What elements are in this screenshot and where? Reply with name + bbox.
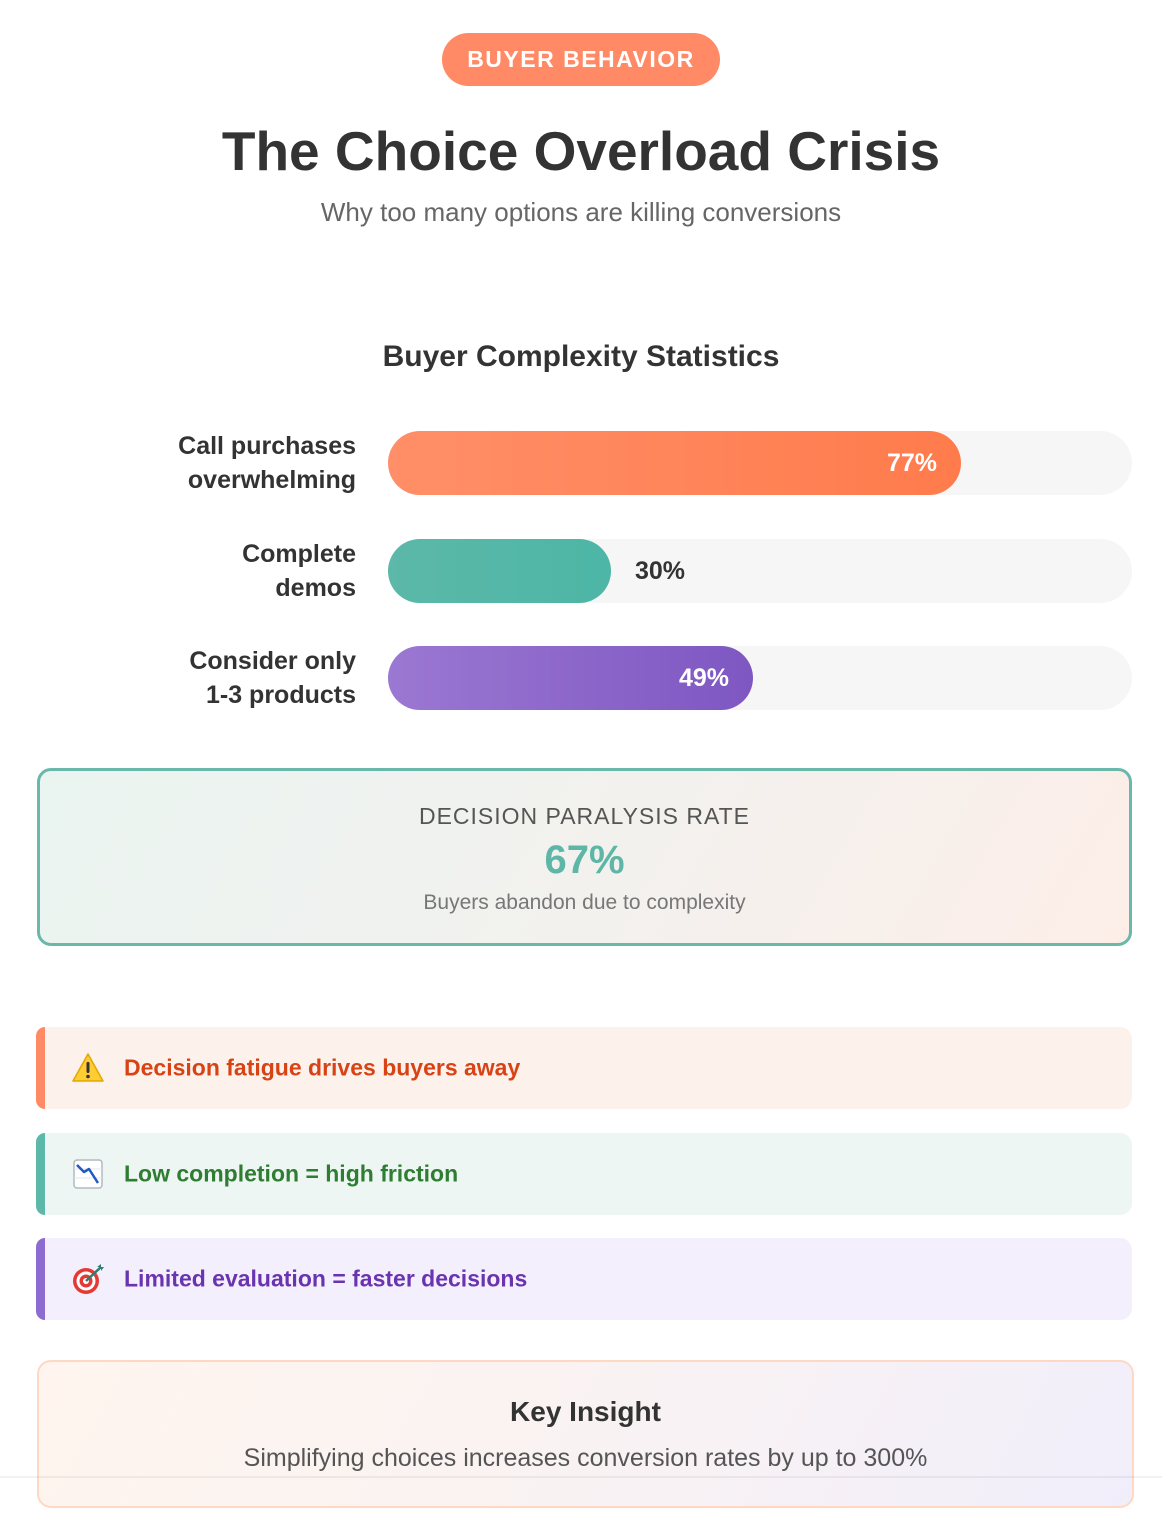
bar-fill <box>388 539 611 603</box>
bar-track <box>388 646 1132 710</box>
bar-label-line: 1-3 products <box>205 681 356 709</box>
page-subtitle: Why too many options are killing conversions <box>320 197 842 227</box>
bar-value-label: 77% <box>886 449 937 477</box>
paralysis-description: Buyers abandon due to complexity <box>423 891 746 914</box>
divider <box>0 1476 1162 1478</box>
header <box>0 0 1162 86</box>
key-insight-text: Simplifying choices increases conversion rates by up to 300% <box>243 1444 928 1472</box>
insight-text: Decision fatigue drives buyers away <box>124 1054 521 1081</box>
bar-label <box>60 429 356 497</box>
bar-label-line: overwhelming <box>187 466 356 494</box>
bar-row-consider-only-1-3-products <box>0 646 1162 710</box>
bar-label <box>60 644 356 712</box>
bar-track <box>388 431 1132 495</box>
bar-label-line: demos <box>275 574 356 602</box>
insight-accent <box>36 1238 45 1320</box>
insight-text: Low completion = high friction <box>124 1160 459 1187</box>
paralysis-value: 67% <box>544 838 625 882</box>
bar-value-label: 30% <box>635 557 686 585</box>
bar-label-line: Complete <box>242 540 356 568</box>
insight-text: Limited evaluation = faster decisions <box>124 1265 528 1292</box>
page-title: The Choice Overload Crisis <box>221 120 941 182</box>
bar-value-label: 49% <box>678 664 729 692</box>
bar-label <box>60 537 356 605</box>
key-insight-title: Key Insight <box>510 1396 661 1427</box>
bar-label-line: Consider only <box>189 647 356 675</box>
insight-accent <box>36 1133 45 1215</box>
target-icon <box>71 1262 105 1296</box>
key-insight-card <box>37 1360 1134 1508</box>
paralysis-card <box>37 768 1132 946</box>
insight-decision-fatigue <box>36 1027 1132 1109</box>
paralysis-label: DECISION PARALYSIS RATE <box>418 803 751 829</box>
bar-row-call-purchases-overwhelming <box>0 431 1162 495</box>
insight-low-completion <box>36 1133 1132 1215</box>
insight-limited-evaluation <box>36 1238 1132 1320</box>
chart-title: Buyer Complexity Statistics <box>382 340 780 373</box>
bar-label-line: Call purchases <box>178 432 356 460</box>
category-badge: BUYER BEHAVIOR <box>442 33 720 86</box>
bar-fill <box>388 431 961 495</box>
chart-decreasing-icon <box>71 1157 105 1191</box>
bar-track <box>388 539 1132 603</box>
bar-row-complete-demos <box>0 539 1162 603</box>
insight-accent <box>36 1027 45 1109</box>
warning-icon <box>71 1051 105 1085</box>
